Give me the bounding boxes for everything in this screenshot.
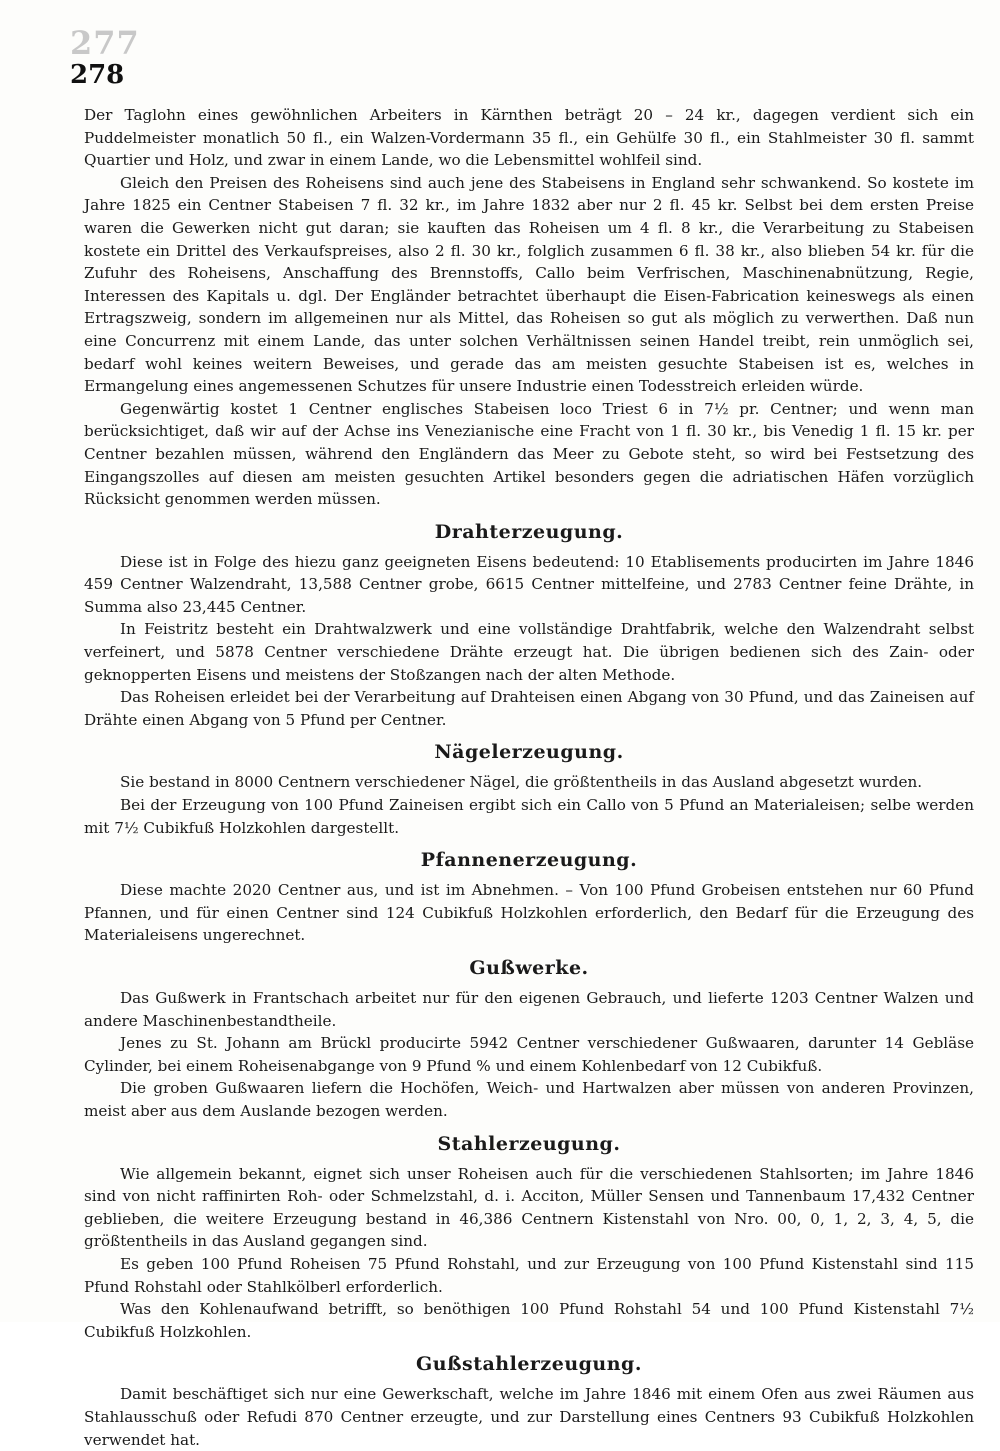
page-number: 278: [70, 60, 125, 90]
section-heading-stahlerzeugung: Stahlerzeugung.: [437, 1132, 621, 1155]
paragraph-guss-3: Die groben Gußwaaren liefern die Hochöfen, Weich- und Hartwalzen aber müssen von anderen Provinzen, meist aber aus dem Auslande bezogen werden.: [84, 1079, 974, 1120]
paragraph-stabeisen-preise: Gleich den Preisen des Roheisens sind auch jene des Stabeisens in England sehr schwankend. So kostete im Jahre 1825 ein Centner Stabeisen 7 fl. 32 kr., im Jahre 1832 aber nur 2 fl. 45 kr. Selbst bei dem ersten Preise waren die Gewerken nicht gut daran; sie kauften das Roheisen um 4 fl. 8 kr., die Verarbeitung zu Stabeisen kostete ein Drittel des Verkaufspreises, also 2 fl. 30 kr., folglich zusammen 6 fl. 38 kr., also blieben 54 kr. für die Zufuhr des Roheisens, Anschaffung des Brennstoffs, Callo beim Verfrischen, Maschinenabnützung, Regie, Interessen des Kapitals u. dgl. Der Engländer betrachtet überhaupt die Eisen-Fabrication keineswegs als einen Ertragszweig, sondern im allgemeinen nur als Mittel, das Roheisen so gut als möglich zu verwerthen. Daß nun eine Concurrenz mit einem Lande, das unter solchen Verhältnissen seinen Handel treibt, rein unmöglich sei, bedarf wohl keines weitern Beweises, und gerade das am meisten gesuchte Stabeisen ist es, welches in Ermangelung eines angemessenen Schutzes für unsere Industrie einen Todesstreich erleiden würde.: [84, 173, 974, 396]
paragraph-naegel-2: Bei der Erzeugung von 100 Pfund Zaineisen ergibt sich ein Callo von 5 Pfund an Materialeisen; selbe werden mit 7½ Cubikfuß Holzkohlen dargestellt.: [84, 796, 974, 837]
paragraph-draht-3: Das Roheisen erleidet bei der Verarbeitung auf Drahteisen einen Abgang von 30 Pfund, und das Zaineisen auf Drähte einen Abgang von 5 Pfund per Centner.: [84, 688, 974, 729]
paragraph-stahl-3: Was den Kohlenaufwand betrifft, so benöthigen 100 Pfund Rohstahl 54 und 100 Pfund Kistenstahl 7½ Cubikfuß Holzkohlen.: [84, 1300, 974, 1341]
paragraph-guss-2: Jenes zu St. Johann am Brückl producirte 5942 Centner verschiedener Gußwaaren, darunter 14 Gebläse Cylinder, bei einem Roheisenabgange von 9 Pfund % und einem Kohlenbedarf von 12 Cubikfuß.: [84, 1034, 974, 1075]
paragraph-taglohn: Der Taglohn eines gewöhnlichen Arbeiters in Kärnthen beträgt 20 – 24 kr., dagegen verdient sich ein Puddelmeister monatlich 50 fl., ein Walzen-Vordermann 35 fl., ein Gehülfe 30 fl., ein Stahlmeister 30 fl. sammt Quartier und Holz, und zwar in einem Lande, wo die Lebensmittel wohlfeil sind.: [84, 106, 974, 170]
section-heading-naegelerzeugung: Nägelerzeugung.: [434, 741, 624, 764]
section-heading-gussstahlerzeugung: Gußstahlerzeugung.: [416, 1353, 642, 1376]
paragraph-stabeisen-triest: Gegenwärtig kostet 1 Centner englisches Stabeisen loco Triest 6 in 7½ pr. Centner; und wenn man berücksichtiget, daß wir auf der Achse ins Venezianische eine Fracht von 1 fl. 30 kr., bis Venedig 1 fl. 15 kr. per Centner bezahlen müssen, während den Engländern das Meer zu Gebote steht, so wird bei Festsetzung des Eingangszolles auf diesen am meisten gesuchten Artikel besonders gegen die adriatischen Häfen vorzüglich Rücksicht genommen werden müssen.: [84, 399, 974, 509]
section-heading-pfannenerzeugung: Pfannenerzeugung.: [420, 849, 638, 872]
paragraph-pfannen-1: Diese machte 2020 Centner aus, und ist im Abnehmen. – Von 100 Pfund Grobeisen entstehen nur 60 Pfund Pfannen, und für einen Centner sind 124 Cubikfuß Holzkohlen erforderlich, den Bedarf für die Erzeugung des Materialeisens ungerechnet.: [84, 881, 974, 945]
section-heading-gusswerke: Gußwerke.: [469, 957, 589, 979]
section-heading-drahterzeugung: Drahterzeugung.: [434, 520, 624, 543]
paragraph-draht-1: Diese ist in Folge des hiezu ganz geeigneten Eisens bedeutend: 10 Etablisements producirten im Jahre 1846 459 Centner Walzendraht, 13,588 Centner grobe, 6615 Centner mittelfeine, und 2783 Centner feine Drähte, in Summa also 23,445 Centner.: [84, 552, 974, 616]
faded-page-number: 277: [70, 24, 140, 62]
paragraph-draht-2: In Feistritz besteht ein Drahtwalzwerk und eine vollständige Drahtfabrik, welche den Walzendraht selbst verfeinert, und 5878 Centner verschiedene Drähte erzeugt hat. Die übrigen bedienen sich des Zain- oder geknopperten Eisens und meistens der Stoßzangen nach der alten Methode.: [84, 620, 974, 684]
paragraph-gussstahl-1: Damit beschäftiget sich nur eine Gewerkschaft, welche im Jahre 1846 mit einem Ofen aus zwei Räumen aus Stahlausschuß oder Refudi 870 Centner erzeugte, und zur Darstellung eines Centners 93 Cubikfuß Holzkohlen verwendet hat.: [84, 1385, 974, 1449]
page-body: [84, 104, 974, 1451]
paragraph-guss-1: Das Gußwerk in Frantschach arbeitet nur für den eigenen Gebrauch, und lieferte 1203 Centner Walzen und andere Maschinenbestandtheile.: [84, 989, 974, 1030]
paragraph-naegel-1: Sie bestand in 8000 Centnern verschiedener Nägel, die größtentheils in das Ausland abgesetzt wurden.: [120, 773, 923, 792]
paragraph-stahl-2: Es geben 100 Pfund Roheisen 75 Pfund Rohstahl, und zur Erzeugung von 100 Pfund Kistenstahl sind 115 Pfund Rohstahl oder Stahlkölberl erforderlich.: [84, 1254, 974, 1296]
paragraph-stahl-1: Wie allgemein bekannt, eignet sich unser Roheisen auch für die verschiedenen Stahlsorten; im Jahre 1846 sind von nicht raffinirten Roh- oder Schmelzstahl, d. i. Acciton, Müller Sensen und Tannenbaum 17,432 Centner geblieben, die weitere Erzeugung bestand in 46,386 Centnern Kistenstahl von Nro. 00, 0, 1, 2, 3, 4, 5, die größtentheils in das Ausland gegangen sind.: [84, 1164, 974, 1251]
